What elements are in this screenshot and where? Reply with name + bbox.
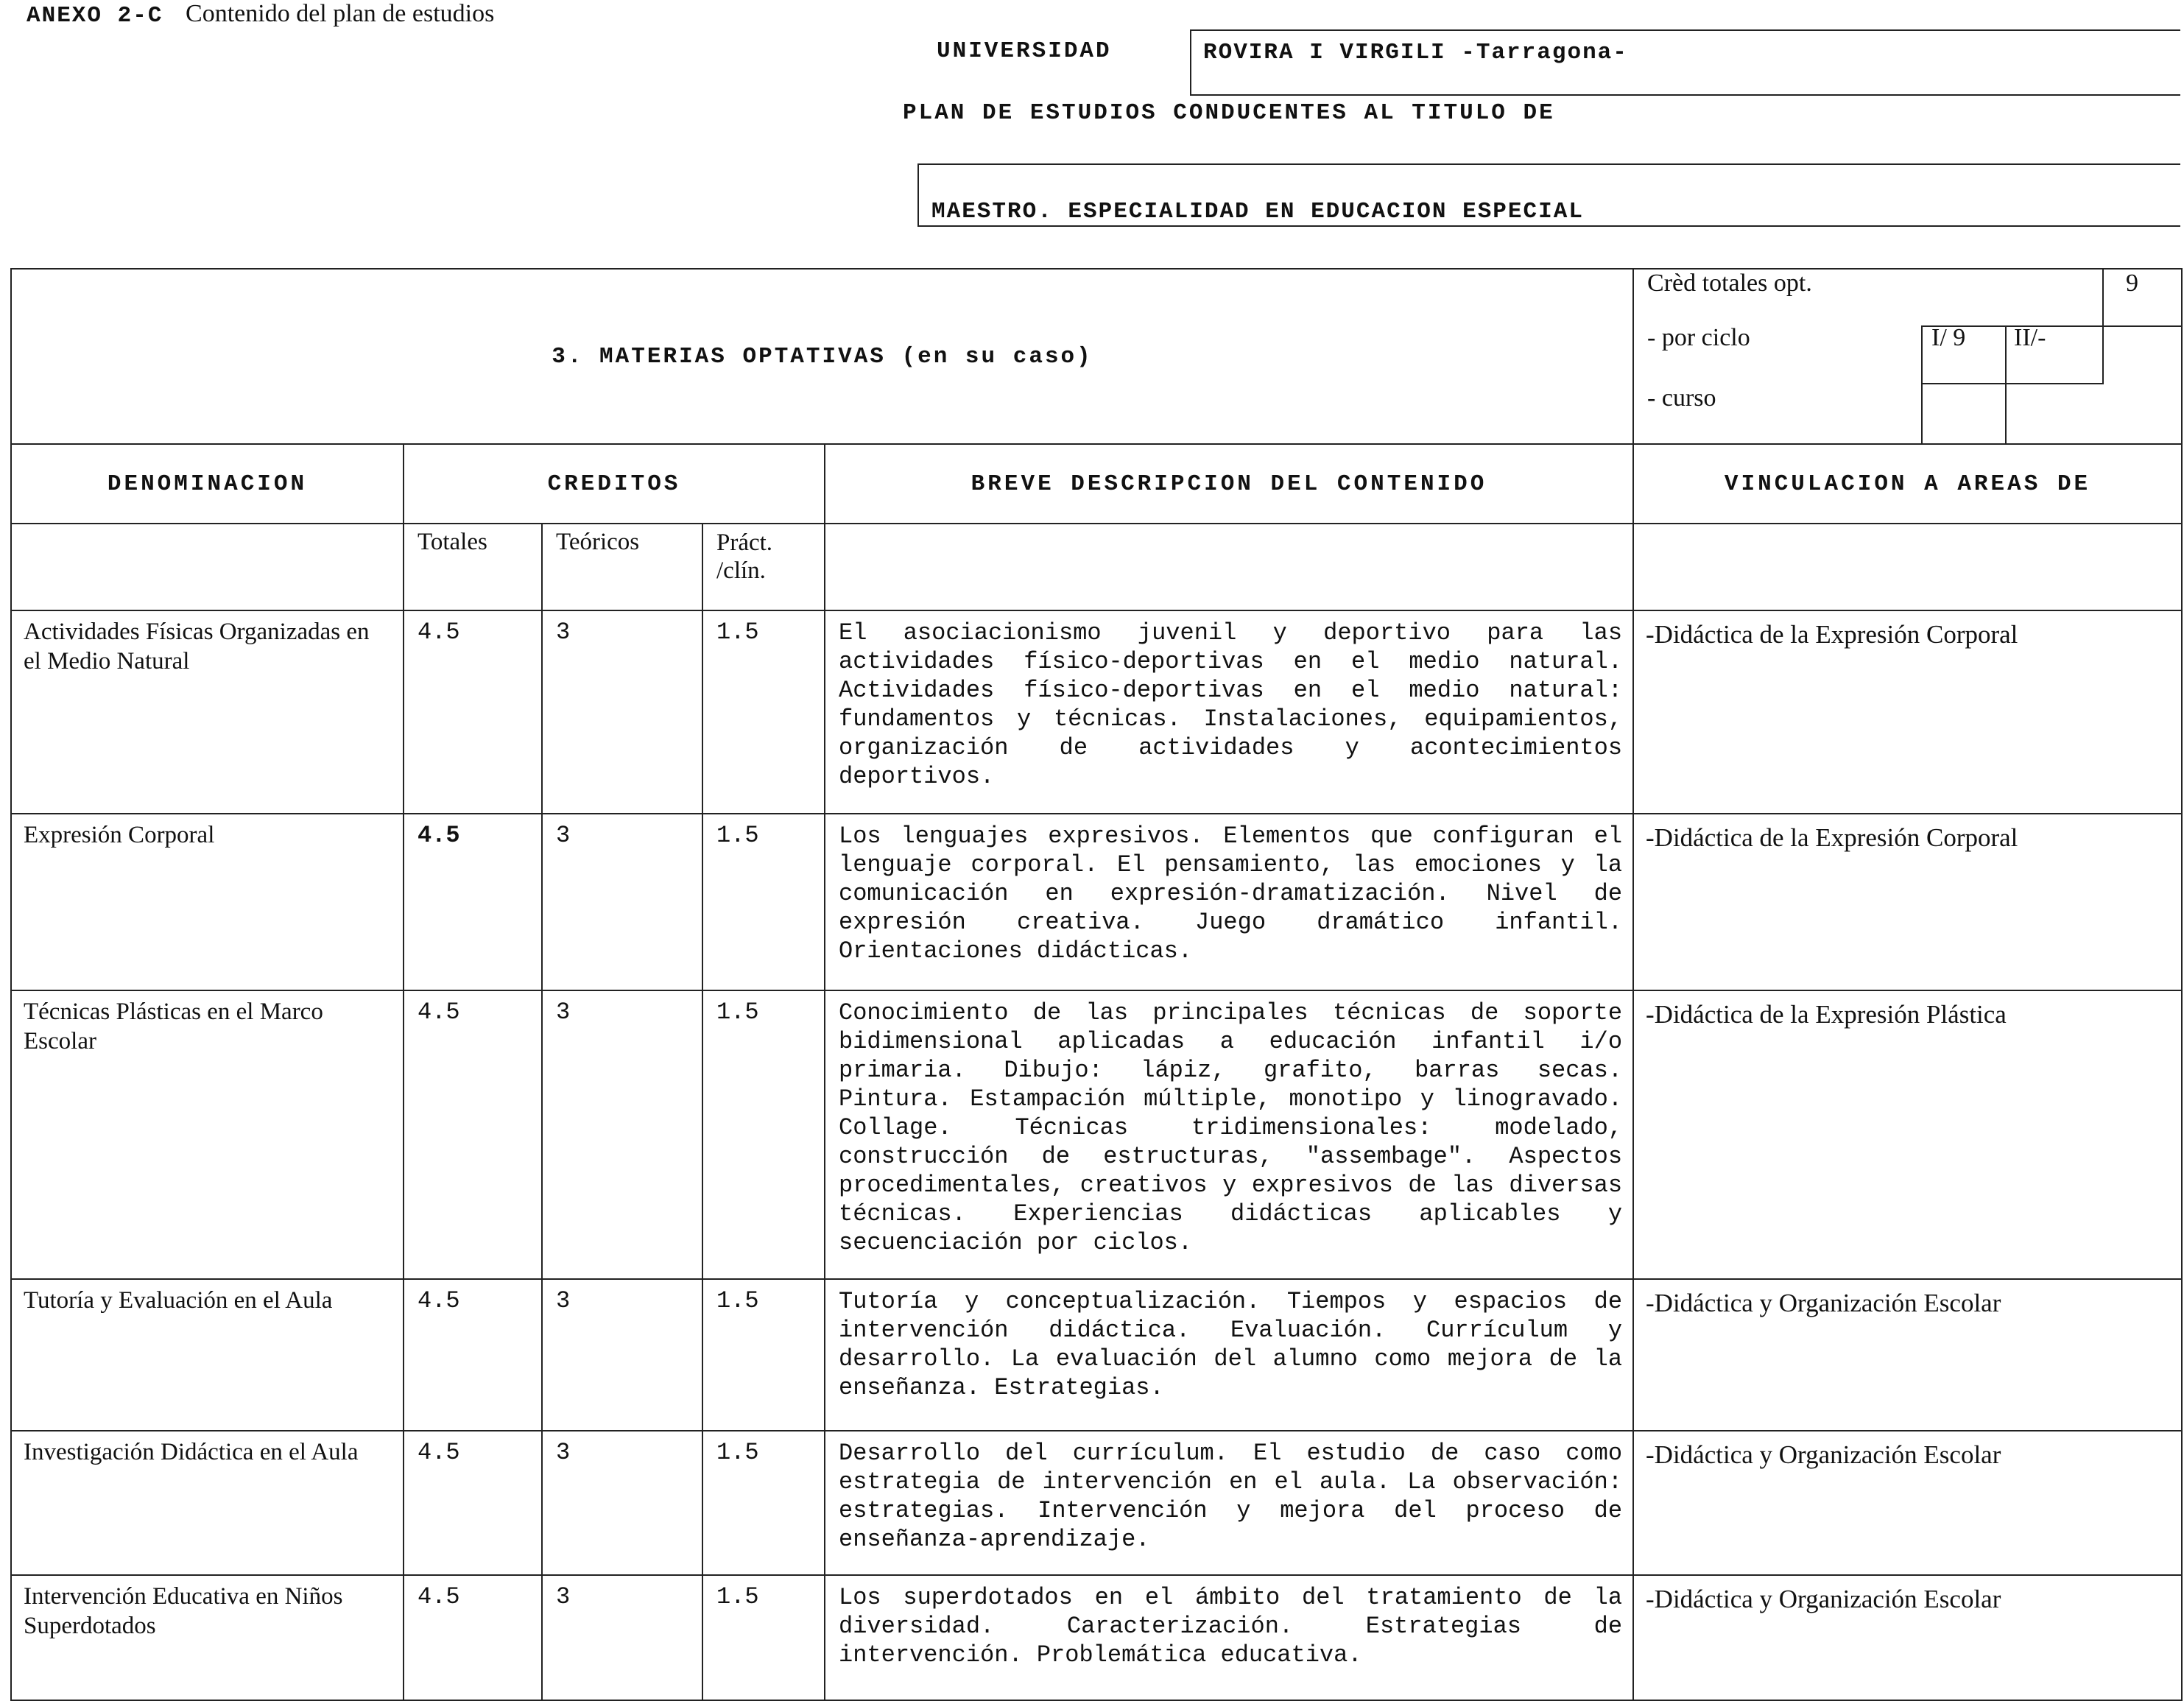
credits-theory: 3 (542, 814, 702, 990)
subject-name: Expresión Corporal (11, 814, 404, 990)
credits-practice: 1.5 (702, 1575, 825, 1700)
subject-description: El asociacionismo juvenil y deportivo para las actividades físico-deportivas en el medio natural. Actividades físico-deportivas en el medio natural: fundamentos y técnicas. Instalaciones, equipamientos, organización de actividades y acontecimientos deportivos. (825, 610, 1633, 814)
optional-subjects-table (10, 268, 2183, 1701)
credits-theory: 3 (542, 1279, 702, 1431)
subject-area: -Didáctica y Organización Escolar (1633, 1431, 2182, 1575)
subhdr-empty (825, 524, 1633, 610)
plan-label: PLAN DE ESTUDIOS CONDUCENTES AL TITULO DE (903, 100, 1555, 126)
subject-description: Conocimiento de las principales técnicas de soporte bidimensional aplicadas a educación infantil i/o primaria. Dibujo: lápiz, grafito, barras secas. Pintura. Estampación múltiple, monotipo y linogravado. Collage. Técnicas tridimensionales: modelado, construcción de estructuras, "assembage". Aspectos procedimentales, creativos y expresivos de las diversas técnicas. Experiencias didácticas aplicables y secuenciación por ciclos. (825, 990, 1633, 1279)
col-descripcion: BREVE DESCRIPCION DEL CONTENIDO (825, 444, 1633, 524)
subject-description: Tutoría y conceptualización. Tiempos y espacios de intervención didáctica. Evaluación. Currículum y desarrollo. La evaluación del alumno como mejora de la enseñanza. Estrategias. (825, 1279, 1633, 1431)
col-vinculacion: VINCULACION A AREAS DE (1633, 444, 2182, 524)
table-row (11, 814, 2182, 990)
col-denominacion: DENOMINACION (11, 444, 404, 524)
table-row (11, 1279, 2182, 1431)
cred-totales-label: Crèd totales opt. (1647, 270, 1812, 297)
curso-label: - curso (1647, 384, 1716, 412)
col-creditos: CREDITOS (404, 444, 825, 524)
table-row (11, 1575, 2182, 1700)
credits-theory: 3 (542, 990, 702, 1279)
credits-total: 4.5 (404, 990, 542, 1279)
subject-area: -Didáctica y Organización Escolar (1633, 1279, 2182, 1431)
divider (1921, 383, 2104, 384)
subject-name: Actividades Físicas Organizadas en el Medio Natural (11, 610, 404, 814)
annex-text: Contenido del plan de estudios (186, 0, 495, 27)
subhdr-empty (1633, 524, 2182, 610)
subject-description: Los superdotados en el ámbito del tratamiento de la diversidad. Caracterización. Estrategias de intervención. Problemática educativa. (825, 1575, 1633, 1700)
divider (2102, 270, 2104, 327)
degree-title-value: MAESTRO. ESPECIALIDAD EN EDUCACION ESPECIAL (931, 199, 1584, 225)
credits-practice: 1.5 (702, 610, 825, 814)
table-row (11, 990, 2182, 1279)
credits-practice: 1.5 (702, 1279, 825, 1431)
credits-theory: 3 (542, 610, 702, 814)
subject-description: Los lenguajes expresivos. Elementos que configuran el lenguaje corporal. El pensamiento, las emociones y la comunicación en expresión-dramatización. Nivel de expresión creativa. Juego dramático infantil. Orientaciones didácticas. (825, 814, 1633, 990)
divider (2005, 325, 2007, 443)
credits-total: 4.5 (404, 1575, 542, 1700)
divider (1921, 325, 1923, 443)
credits-practice: 1.5 (702, 1431, 825, 1575)
credits-theory: 3 (542, 1575, 702, 1700)
subject-name: Técnicas Plásticas en el Marco Escolar (11, 990, 404, 1279)
cred-totales-value: 9 (2126, 270, 2139, 297)
col-totales: Totales (404, 524, 542, 610)
credits-summary-cell (1633, 269, 2182, 444)
table-row (11, 1431, 2182, 1575)
university-label: UNIVERSIDAD (937, 38, 1112, 64)
subject-area: -Didáctica de la Expresión Corporal (1633, 814, 2182, 990)
credits-summary (1634, 270, 2181, 443)
subject-area: -Didáctica de la Expresión Plástica (1633, 990, 2182, 1279)
credits-total: 4.5 (404, 1279, 542, 1431)
subject-area: -Didáctica y Organización Escolar (1633, 1575, 2182, 1700)
annex-heading (27, 0, 494, 29)
credits-total: 4.5 (404, 1431, 542, 1575)
subject-name: Intervención Educativa en Niños Superdotados (11, 1575, 404, 1700)
divider (2102, 325, 2104, 384)
por-ciclo-label: - por ciclo (1647, 324, 1750, 351)
credits-theory: 3 (542, 1431, 702, 1575)
credits-practice: 1.5 (702, 814, 825, 990)
subject-name: Tutoría y Evaluación en el Aula (11, 1279, 404, 1431)
section-title: 3. MATERIAS OPTATIVAS (en su caso) (11, 269, 1633, 444)
subject-description: Desarrollo del currículum. El estudio de caso como estrategia de intervención en el aula. La observación: estrategias. Intervención y mejora del proceso de enseñanza-aprendizaje. (825, 1431, 1633, 1575)
ciclo-i-value: I/ 9 (1931, 324, 1966, 351)
annex-label: ANEXO 2-C (27, 3, 163, 29)
credits-total: 4.5 (404, 814, 542, 990)
credits-practice: 1.5 (702, 990, 825, 1279)
column-header-row (11, 444, 2182, 524)
subhdr-empty (11, 524, 404, 610)
subject-area: -Didáctica de la Expresión Corporal (1633, 610, 2182, 814)
divider (2102, 325, 2183, 327)
subheader-row (11, 524, 2182, 610)
col-teoricos: Teóricos (542, 524, 702, 610)
table-row (11, 610, 2182, 814)
university-value: ROVIRA I VIRGILI -Tarragona- (1203, 40, 1628, 66)
col-practicos: Práct. /clín. (702, 524, 825, 610)
credits-total: 4.5 (404, 610, 542, 814)
ciclo-ii-value: II/- (2014, 324, 2046, 351)
subject-name: Investigación Didáctica en el Aula (11, 1431, 404, 1575)
section-title-row (11, 269, 2182, 444)
